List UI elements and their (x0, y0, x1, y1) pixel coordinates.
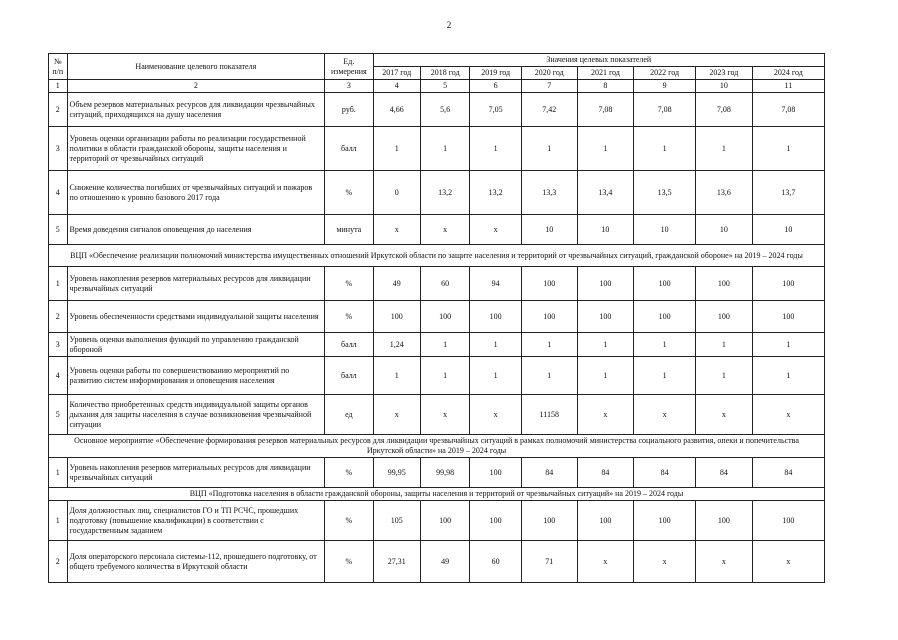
value-cell: х (752, 541, 824, 583)
value-cell: 7,05 (470, 93, 522, 127)
row-number: 1 (49, 501, 68, 541)
header-col-number: 6 (470, 80, 522, 93)
value-cell: х (634, 541, 696, 583)
table-row (49, 301, 825, 333)
row-number: 1 (49, 458, 68, 488)
indicator-name: Уровень оценки работы по совершенствованию мероприятий по развитию систем информирования и оповещения населения (67, 357, 325, 395)
value-cell: 84 (696, 458, 753, 488)
value-cell: 1,24 (373, 333, 420, 357)
table-row (49, 395, 825, 435)
table-row (49, 267, 825, 301)
value-cell: 1 (696, 127, 753, 171)
header-col-number: 1 (49, 80, 68, 93)
table-row (49, 127, 825, 171)
value-cell: 60 (420, 267, 469, 301)
table-row (49, 357, 825, 395)
header-col-number: 10 (696, 80, 753, 93)
header-year: 2017 год (373, 67, 420, 80)
value-cell: 100 (634, 501, 696, 541)
indicator-name: Уровень оценки организации работы по реализации государственной политики в области гражданской обороны, защиты населения и территорий от чрезвычайных ситуаций (67, 127, 325, 171)
value-cell: 1 (373, 357, 420, 395)
value-cell: 7,08 (634, 93, 696, 127)
target-indicators-table (48, 53, 825, 583)
value-cell: 1 (373, 127, 420, 171)
value-cell: 7,08 (577, 93, 634, 127)
value-cell: х (577, 395, 634, 435)
value-cell: 100 (470, 301, 522, 333)
indicator-name: Уровень обеспеченности средствами индивидуальной защиты населения (67, 301, 325, 333)
section-title: Основное мероприятие «Обеспечение формирования резервов материальных ресурсов для ликвидации чрезвычайных ситуаций в рамках полномочий министерства социального развития, опеки и попечительства Иркутской области» на 2019 – 2024 годы (49, 435, 825, 458)
unit-cell: % (325, 267, 373, 301)
value-cell: 1 (577, 127, 634, 171)
indicator-name: Уровень накопления резервов материальных ресурсов для ликвидации чрезвычайных ситуаций (67, 267, 325, 301)
row-number: 4 (49, 357, 68, 395)
value-cell: 1 (470, 333, 522, 357)
row-number: 2 (49, 301, 68, 333)
value-cell: 99,95 (373, 458, 420, 488)
value-cell: 100 (470, 458, 522, 488)
value-cell: 1 (470, 127, 522, 171)
header-year: 2018 год (420, 67, 469, 80)
row-number: 2 (49, 541, 68, 583)
value-cell: 100 (373, 301, 420, 333)
unit-cell: балл (325, 127, 373, 171)
indicator-name: Снижение количества погибших от чрезвычайных ситуаций и пожаров по отношению к уровню базового 2017 года (67, 171, 325, 215)
indicator-name: Объем резервов материальных ресурсов для ликвидации чрезвычайных ситуаций, приходящихся на душу населения (67, 93, 325, 127)
unit-cell: % (325, 541, 373, 583)
value-cell: 5,6 (420, 93, 469, 127)
header-col-number: 8 (577, 80, 634, 93)
value-cell: 13,2 (420, 171, 469, 215)
value-cell: 1 (752, 357, 824, 395)
section-row (49, 435, 825, 458)
value-cell: 49 (373, 267, 420, 301)
header-col-number: 3 (325, 80, 373, 93)
value-cell: 11158 (521, 395, 577, 435)
row-number: 5 (49, 395, 68, 435)
value-cell: х (634, 395, 696, 435)
row-number: 4 (49, 171, 68, 215)
table-row (49, 93, 825, 127)
value-cell: х (696, 541, 753, 583)
header-year: 2022 год (634, 67, 696, 80)
table-row (49, 458, 825, 488)
value-cell: 1 (634, 127, 696, 171)
value-cell: 100 (577, 301, 634, 333)
header-year: 2023 год (696, 67, 753, 80)
value-cell: 100 (521, 301, 577, 333)
header-year: 2019 год (470, 67, 522, 80)
value-cell: 1 (696, 357, 753, 395)
header-values-title: Значения целевых показателей (373, 54, 824, 67)
header-unit: Ед. измерения (325, 54, 373, 80)
value-cell: 60 (470, 541, 522, 583)
value-cell: х (373, 215, 420, 245)
header-col-number: 7 (521, 80, 577, 93)
value-cell: 105 (373, 501, 420, 541)
unit-cell: руб. (325, 93, 373, 127)
value-cell: 100 (752, 301, 824, 333)
value-cell: 10 (752, 215, 824, 245)
value-cell: 13,2 (470, 171, 522, 215)
unit-cell: минута (325, 215, 373, 245)
table-row (49, 171, 825, 215)
table-row (49, 215, 825, 245)
value-cell: 1 (634, 357, 696, 395)
value-cell: 49 (420, 541, 469, 583)
value-cell: 100 (634, 301, 696, 333)
value-cell: 1 (420, 357, 469, 395)
value-cell: х (470, 395, 522, 435)
value-cell: 1 (634, 333, 696, 357)
value-cell: 10 (696, 215, 753, 245)
value-cell: 13,6 (696, 171, 753, 215)
value-cell: 99,98 (420, 458, 469, 488)
value-cell: 4,66 (373, 93, 420, 127)
value-cell: 1 (420, 127, 469, 171)
unit-cell: балл (325, 333, 373, 357)
row-number: 3 (49, 333, 68, 357)
section-title: ВЦП «Обеспечение реализации полномочий министерства имущественных отношений Иркутской области по защите населения и территорий от чрезвычайных ситуаций, гражданской обороне» на 2019 – 2024 годы (49, 245, 825, 267)
value-cell: 13,4 (577, 171, 634, 215)
header-col-number: 11 (752, 80, 824, 93)
value-cell: 1 (470, 357, 522, 395)
indicator-name: Уровень накопления резервов материальных ресурсов для ликвидации чрезвычайных ситуаций (67, 458, 325, 488)
value-cell: х (696, 395, 753, 435)
table-row (49, 541, 825, 583)
indicator-name: Количество приобретенных средств индивидуальной защиты органов дыхания для защиты населения в случае возникновения чрезвычайной ситуации (67, 395, 325, 435)
row-number: 5 (49, 215, 68, 245)
value-cell: х (420, 215, 469, 245)
value-cell: 1 (752, 333, 824, 357)
header-col-number: 2 (67, 80, 325, 93)
indicator-name: Доля операторского персонала системы-112, прошедшего подготовку, от общего требуемого количества в Иркутской области (67, 541, 325, 583)
value-cell: 100 (521, 267, 577, 301)
value-cell: х (752, 395, 824, 435)
value-cell: 10 (521, 215, 577, 245)
value-cell: 10 (577, 215, 634, 245)
value-cell: 1 (696, 333, 753, 357)
header-year: 2021 год (577, 67, 634, 80)
section-row (49, 488, 825, 501)
value-cell: 100 (696, 267, 753, 301)
value-cell: 7,08 (752, 93, 824, 127)
value-cell: 10 (634, 215, 696, 245)
value-cell: 1 (521, 127, 577, 171)
value-cell: 13,3 (521, 171, 577, 215)
value-cell: 100 (696, 301, 753, 333)
unit-cell: ед (325, 395, 373, 435)
value-cell: 1 (577, 333, 634, 357)
value-cell: 1 (420, 333, 469, 357)
value-cell: 100 (577, 267, 634, 301)
value-cell: 100 (420, 501, 469, 541)
value-cell: 27,31 (373, 541, 420, 583)
header-col-number: 9 (634, 80, 696, 93)
section-row (49, 245, 825, 267)
header-name: Наименование целевого показателя (67, 54, 325, 80)
value-cell: 1 (752, 127, 824, 171)
value-cell: 100 (577, 501, 634, 541)
value-cell: 1 (521, 333, 577, 357)
value-cell: 84 (634, 458, 696, 488)
page-number: 2 (446, 20, 452, 30)
value-cell: 100 (752, 501, 824, 541)
unit-cell: балл (325, 357, 373, 395)
header-col-number: 4 (373, 80, 420, 93)
unit-cell: % (325, 171, 373, 215)
header-year: 2024 год (752, 67, 824, 80)
value-cell: 1 (577, 357, 634, 395)
value-cell: 7,42 (521, 93, 577, 127)
value-cell: 84 (752, 458, 824, 488)
row-number: 2 (49, 93, 68, 127)
header-col-number: 5 (420, 80, 469, 93)
value-cell: 100 (470, 501, 522, 541)
row-number: 1 (49, 267, 68, 301)
table-row (49, 333, 825, 357)
section-title: ВЦП «Подготовка населения в области гражданской обороны, защиты населения и территорий от чрезвычайных ситуаций» на 2019 – 2024 годы (49, 488, 825, 501)
indicator-name: Время доведения сигналов оповещения до населения (67, 215, 325, 245)
unit-cell: % (325, 501, 373, 541)
row-number: 3 (49, 127, 68, 171)
value-cell: 0 (373, 171, 420, 215)
indicator-name: Доля должностных лиц, специалистов ГО и ТП РСЧС, прошедших подготовку (повышение квалификации) в соответствии с государственным заданием (67, 501, 325, 541)
value-cell: 100 (420, 301, 469, 333)
value-cell: х (420, 395, 469, 435)
value-cell: 94 (470, 267, 522, 301)
value-cell: 100 (752, 267, 824, 301)
value-cell: 13,7 (752, 171, 824, 215)
value-cell: 100 (521, 501, 577, 541)
header-num: № п/п (49, 54, 68, 80)
table-row (49, 501, 825, 541)
value-cell: 84 (577, 458, 634, 488)
unit-cell: % (325, 458, 373, 488)
value-cell: 100 (634, 267, 696, 301)
value-cell: х (577, 541, 634, 583)
value-cell: х (373, 395, 420, 435)
value-cell: 13,5 (634, 171, 696, 215)
header-year: 2020 год (521, 67, 577, 80)
value-cell: 84 (521, 458, 577, 488)
indicator-name: Уровень оценки выполнения функций по управлению гражданской обороной (67, 333, 325, 357)
value-cell: 100 (696, 501, 753, 541)
value-cell: 1 (521, 357, 577, 395)
value-cell: 7,08 (696, 93, 753, 127)
value-cell: х (470, 215, 522, 245)
unit-cell: % (325, 301, 373, 333)
value-cell: 71 (521, 541, 577, 583)
